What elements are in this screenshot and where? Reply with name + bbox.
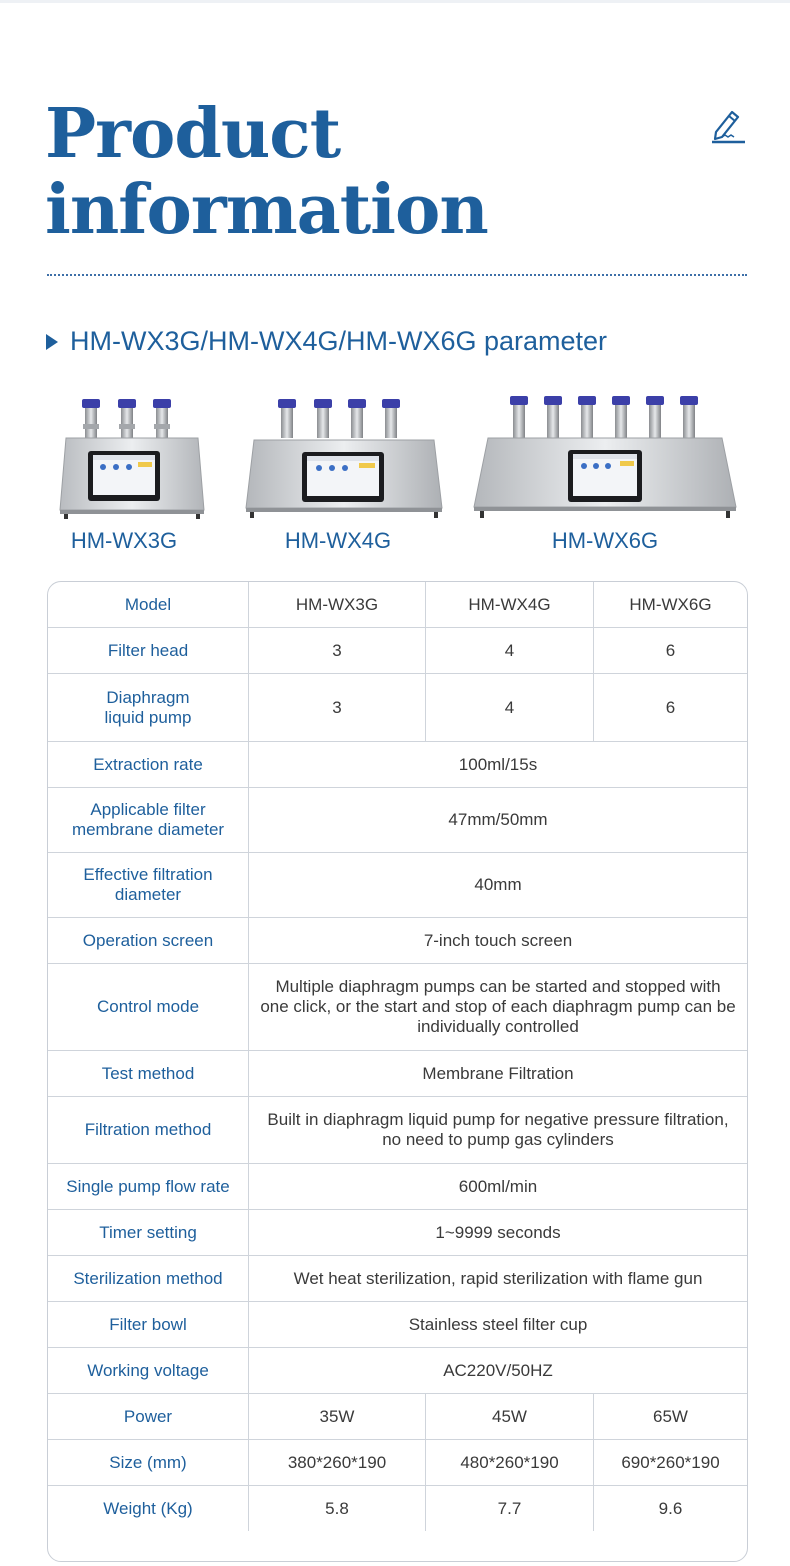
section-title: HM-WX3G/HM-WX4G/HM-WX6G parameter [70,326,608,356]
value-cell: 480*260*190 [426,1440,594,1486]
shared-value-cell: 40mm [249,853,747,918]
value-cell: 35W [249,1394,426,1440]
shared-value-cell: 47mm/50mm [249,788,747,853]
shared-value-cell: Built in diaphragm liquid pump for negative pressure filtration, no need to pump gas cylinders [249,1097,747,1164]
row-label: Diaphragm liquid pump [48,674,249,742]
shared-value-cell: 100ml/15s [249,742,747,788]
section-heading [46,326,607,357]
row-label: Filter bowl [48,1302,249,1348]
filter-heads [82,399,171,438]
row-label: Extraction rate [48,742,249,788]
title-line-2: information [45,170,488,250]
filter-heads [278,399,400,438]
row-label: Control mode [48,964,249,1051]
section-divider [47,274,747,276]
row-label: Applicable filter membrane diameter [48,788,249,853]
shared-value-cell: Wet heat sterilization, rapid sterilization with flame gun [249,1256,747,1302]
shared-value-cell: Stainless steel filter cup [249,1302,747,1348]
value-cell: 5.8 [249,1486,426,1531]
value-cell: 9.6 [658,1498,683,1518]
row-label: Model [48,582,249,628]
model-header-cell: HM-WX4G [426,582,594,628]
shared-value-cell: Multiple diaphragm pumps can be started and stopped with one click, or the start and stop of each diaphragm pump can be individually controlled [249,964,747,1051]
row-label: Size (mm) [48,1440,249,1486]
product-image-hm-wx3g [58,394,206,519]
value-cell: 4 [426,674,594,742]
model-header-cell: HM-WX6G [594,582,747,628]
shared-value-cell: AC220V/50HZ [249,1348,747,1394]
value-cell: 6 [594,628,747,674]
pencil-icon [710,106,746,144]
page-title [45,96,488,248]
row-label: Filtration method [48,1097,249,1164]
value-cell: 3 [249,674,426,742]
row-label: Effective filtration diameter [48,853,249,918]
row-label: Power [48,1394,249,1440]
value-cell: 7.7 [426,1486,594,1531]
row-label: Sterilization method [48,1256,249,1302]
product-label-hm-wx6g: HM-WX6G [551,528,659,553]
value-cell: 690*260*190 [594,1440,747,1486]
shared-value-cell: 7-inch touch screen [249,918,747,964]
row-label: Test method [48,1051,249,1097]
value-cell: 6 [594,674,747,742]
row-label: Filter head [48,628,249,674]
top-border [0,0,790,3]
row-label: Working voltage [48,1348,249,1394]
shared-value-cell: 1~9999 seconds [249,1210,747,1256]
parameter-table [47,581,748,1562]
product-label-hm-wx4g: HM-WX4G [284,528,392,553]
filter-heads [510,396,698,438]
triangle-bullet-icon [46,334,58,350]
row-label: Operation screen [48,918,249,964]
value-cell: 65W [594,1394,747,1440]
product-image-hm-wx6g [470,393,740,520]
product-label-hm-wx3g: HM-WX3G [70,528,178,553]
shared-value-cell: 600ml/min [249,1164,747,1210]
value-cell: 3 [249,628,426,674]
row-label: Single pump flow rate [48,1164,249,1210]
value-cell: 380*260*190 [249,1440,426,1486]
title-line-1: Product [45,94,341,174]
model-header-cell: HM-WX3G [249,582,426,628]
row-label: Weight (Kg) [48,1486,249,1531]
value-cell: 4 [426,628,594,674]
row-label: Timer setting [48,1210,249,1256]
value-cell: 45W [426,1394,594,1440]
shared-value-cell: Membrane Filtration [249,1051,747,1097]
product-image-hm-wx4g [244,396,444,520]
